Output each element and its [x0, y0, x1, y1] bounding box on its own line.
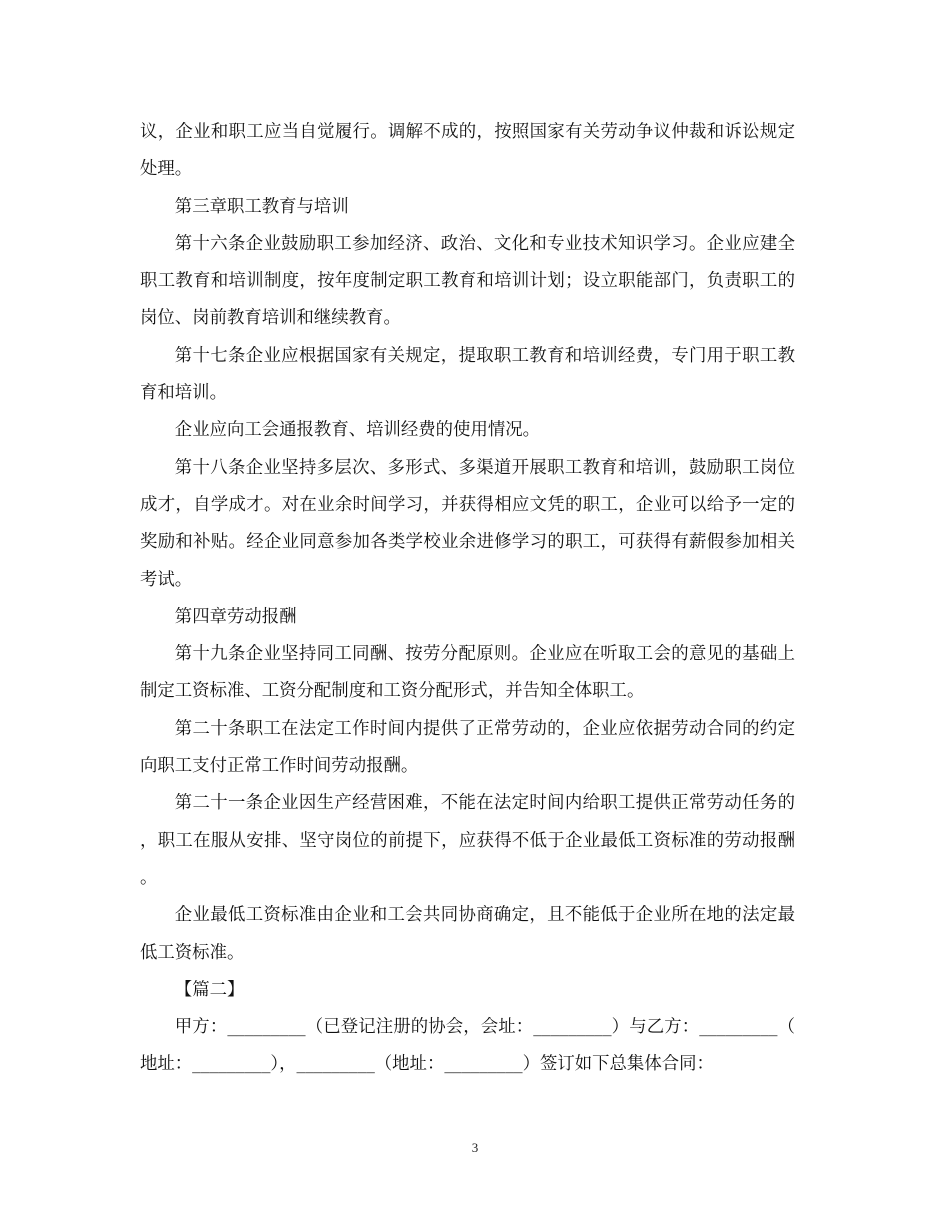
- page-number: 3: [471, 1140, 479, 1155]
- section-heading-part-two: 【篇二】: [174, 979, 245, 1000]
- chapter-heading-education: 第三章职工教育与培训: [174, 196, 349, 217]
- paragraph-article-20: 第二十条职工在法定工作时间内提供了正常劳动的，企业应依据劳动合同的约定向职工支付正常工作时间劳动报酬。: [140, 718, 795, 777]
- paragraph-contract-parties: 甲方：_________（已登记注册的协会，会址：_________）与乙方：_________（地址：_________），_________（地址：_________）签订如下总集体合同：: [140, 1017, 795, 1075]
- paragraph-article-17: 第十七条企业应根据国家有关规定，提取职工教育和培训经费，专门用于职工教育和培训。: [140, 345, 795, 404]
- chapter-heading-remuneration: 第四章劳动报酬: [174, 606, 297, 627]
- paragraph-mediation-continuation: 议，企业和职工应当自觉履行。调解不成的，按照国家有关劳动争议仲裁和诉讼规定处理。: [140, 122, 795, 180]
- paragraph-training-funds-report: 企业应向工会通报教育、培训经费的使用情况。: [174, 420, 541, 441]
- paragraph-article-16: 第十六条企业鼓励职工参加经济、政治、文化和专业技术知识学习。企业应建全职工教育和培训制度，按年度制定职工教育和培训计划；设立职能部门，负责职工的岗位、岗前教育培训和继续教育。: [140, 233, 795, 329]
- paragraph-minimum-wage: 企业最低工资标准由企业和工会共同协商确定，且不能低于企业所在地的法定最低工资标准。: [140, 905, 795, 963]
- paragraph-article-19: 第十九条企业坚持同工同酬、按劳分配原则。企业应在听取工会的意见的基础上制定工资标准、工资分配制度和工资分配形式，并告知全体职工。: [140, 644, 795, 702]
- paragraph-article-18: 第十八条企业坚持多层次、多形式、多渠道开展职工教育和培训，鼓励职工岗位成才，自学成才。对在业余时间学习，并获得相应文凭的职工，企业可以给予一定的奖励和补贴。经企业同意参加各类学校业余进修学习的职工，可获得有薪假参加相关考试。: [140, 457, 795, 590]
- document-body: [140, 114, 795, 1084]
- paragraph-article-21: 第二十一条企业因生产经营困难，不能在法定时间内给职工提供正常劳动任务的，职工在服从安排、坚守岗位的前提下，应获得不低于企业最低工资标准的劳动报酬。: [140, 793, 795, 888]
